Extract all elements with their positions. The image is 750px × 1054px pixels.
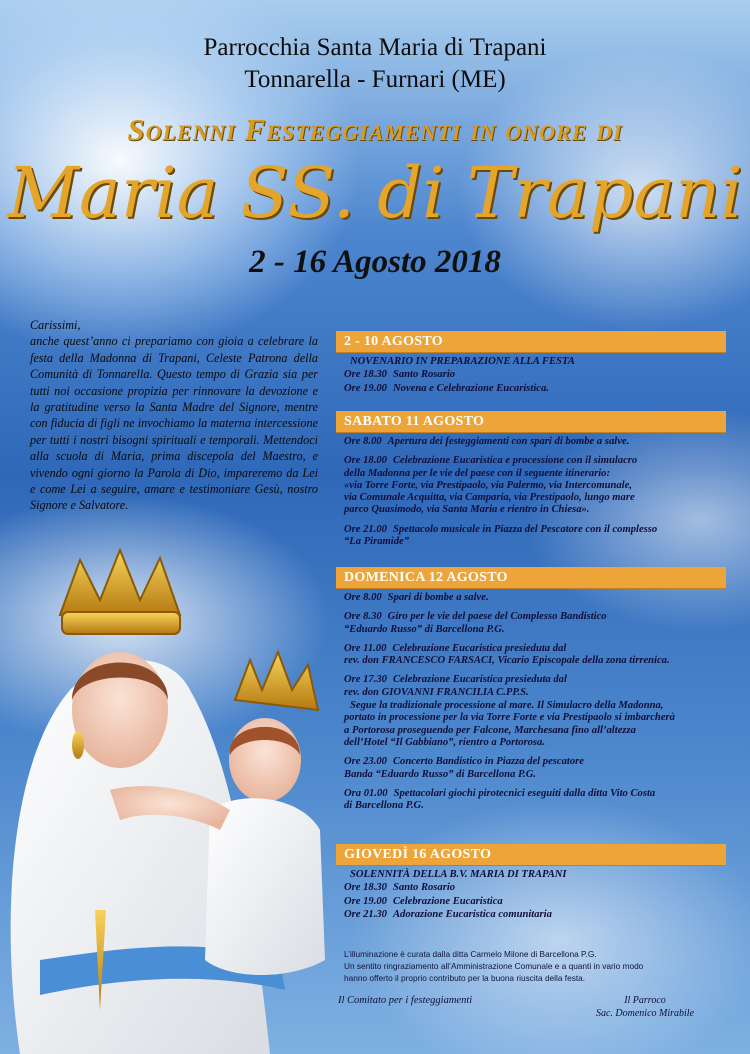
day-header: GIOVEDÌ 16 AGOSTO [336, 844, 726, 866]
day-header: 2 - 10 AGOSTO [336, 331, 726, 353]
priest-role: Il Parroco [624, 995, 666, 1006]
list-item: Ore 8.00 Apertura dei festeggiamenti con spari di bombe a salve. [344, 436, 630, 447]
parish-location: Tonnarella - Furnari (ME) [244, 66, 506, 93]
parish-name: Parrocchia Santa Maria di Trapani [203, 34, 547, 61]
list-item: Ore 19.00 Novena e Celebrazione Eucaristica. [344, 382, 549, 394]
list-item: Ore 11.00 Celebrazione Eucaristica presieduta dal rev. don FRANCESCO FARSACI, Vicario Episcopale della zona tirrenica. [344, 642, 670, 667]
event-title: Maria SS. di Trapani [7, 152, 743, 234]
list-item: SOLENNITÀ DELLA B.V. MARIA DI TRAPANI [350, 869, 567, 880]
committee-signature: Il Comitato per i festeggiamenti [338, 995, 473, 1006]
event-subtitle: Solenni Festeggiamenti in onore di [127, 112, 623, 147]
list-item: Ore 23.00 Concerto Bandistico in Piazza del pescatore Banda “Eduardo Russo” di Barcellona P.G. [344, 756, 584, 780]
list-item: Ore 18.30 Santo Rosario [344, 882, 456, 894]
entries-list [336, 353, 726, 395]
entries-list [336, 589, 726, 812]
intro-greeting: Carissimi, [30, 318, 81, 332]
note-line: hanno offerto il proprio contributo per la buona riuscita della festa. [344, 973, 586, 983]
list-item: Ore 17.30 Celebrazione Eucaristica presieduta dal rev. don GIOVANNI FRANCILIA C.PP.S. [344, 674, 567, 698]
intro-letter [30, 317, 318, 514]
list-item: Ore 18.00 Celebrazione Eucaristica e processione con il simulacro della Madonna per le vie del paese con il seguente itinerario: «via Torre Forte, via Prestipaolo, via Palermo, via Intercomunale, via Comunale Acquitta, via Camparia, via Prestipaolo, lungo mare parco Quasimodo, via Santa Maria e rientro in Chiesa». [344, 455, 638, 516]
list-item: Ore 21.30 Adorazione Eucaristica comunitaria [344, 908, 552, 920]
day-header: SABATO 11 AGOSTO [336, 411, 726, 433]
list-item: Ore 8.30 Giro per le vie del paese del Complesso Bandistico “Eduardo Russo” di Barcellona P.G. [344, 611, 607, 635]
list-item: Ora 01.00 Spettacolari giochi pirotecnici eseguiti dalla ditta Vito Costa di Barcellona P.G. [344, 787, 656, 812]
madonna-statue-image [0, 540, 345, 1054]
day-header: DOMENICA 12 AGOSTO [336, 567, 726, 589]
entries-list [336, 866, 726, 921]
intro-body: anche quest’anno ci prepariamo con gioia a celebrare la festa della Madonna di Trapani, Celeste Patrona della Comunità di Tonnarella. Questo tempo di Grazia sia per tutti noi occasione propizia per rinnovare la devozione e la gratitudine verso la Santa Madre del Signore, mentre con fiducia di figli ne invochiamo la materna intercessione per tutti i nostri bisogni spirituali e temporali. Mettendoci alla scuola di Maria, prima discepola del Maestro, e vivendo ogni giorno la Parola di Dio, impareremo da Lei e come Lei a seguire, amare e testimoniare Gesù, nostro Signore e Salvatore. [30, 334, 318, 513]
list-item: Ore 19.00 Celebrazione Eucaristica [344, 895, 503, 907]
note-line: Un sentito ringraziamento all’Amministrazione Comunale e a quanti in vario modo [344, 961, 644, 971]
priest-name: Sac. Domenico Mirabile [595, 1008, 695, 1019]
list-item: Ore 8.00 Spari di bombe a salve. [344, 592, 489, 603]
priest-signature [560, 994, 730, 1020]
program-section-4 [336, 844, 726, 928]
list-item: Segue la tradizionale processione al mare. Il Simulacro della Madonna, portato in processione per la via Torre Forte e via Prestipaolo si imbarcherà a Portorosa proseguendo per Falcone, Marchesana fino all’altezza dell’Hotel “Il Gabbiano”, rientro a Portorosa. [344, 700, 675, 748]
list-item: Ore 21.00 Spettacolo musicale in Piazza del Pescatore con il complesso “La Piramide” [344, 523, 658, 548]
acknowledgements [344, 948, 724, 984]
program-section-3 [336, 567, 726, 819]
list-item: Ore 18.30 Santo Rosario [344, 369, 456, 381]
program-section-2 [336, 411, 726, 555]
list-item: NOVENARIO IN PREPARAZIONE ALLA FESTA [350, 356, 575, 367]
event-dates: 2 - 16 Agosto 2018 [249, 244, 501, 280]
program-section-1 [336, 331, 726, 402]
note-line: L’illuminazione è curata dalla ditta Carmelo Milone di Barcellona P.G. [344, 949, 597, 959]
entries-list [336, 433, 726, 548]
